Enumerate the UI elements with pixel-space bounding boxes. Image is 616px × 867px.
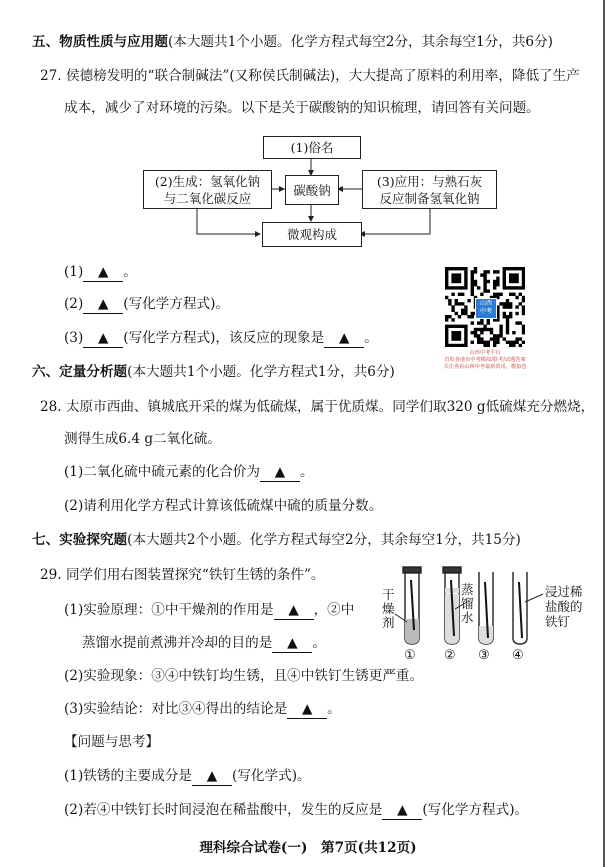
answer-blank[interactable]: ▲: [192, 767, 232, 786]
qr-caption-line3: 关注查看山西中考最新资讯、模拟卷: [443, 364, 527, 370]
figure-label-2a: 蒸: [461, 582, 474, 597]
figure-label-2: [461, 583, 474, 625]
q27-sub3-mid: (写化学方程式)，该反应的现象是: [123, 330, 325, 346]
q27-sub1-end: 。: [123, 264, 137, 280]
q29-think2-tail: (写化学方程式)。: [422, 802, 529, 818]
q27-line1: 27. 侯德榜发明的“联合制碱法”(又称侯氏制碱法)，大大提高了原料的利用率，降低了生产: [40, 68, 580, 84]
page-footer: 理科综合试卷(一) 第7页(共12页): [199, 840, 417, 856]
q29-think1: [64, 767, 311, 786]
q29-conclusion: [64, 700, 341, 719]
answer-blank[interactable]: ▲: [324, 329, 364, 348]
figure-label-1a: 干: [382, 587, 395, 602]
diagram-bottom-label: 微观构成: [286, 227, 337, 242]
diagram-left-line2: 与二氧化碳反应: [163, 190, 252, 206]
figure-label-4a: 浸过稀: [545, 584, 583, 599]
diagram-box-center: [285, 175, 339, 205]
q28-sub1-end: 。: [299, 464, 314, 480]
q28-sub2: (2)请利用化学方程式计算该低硫煤中硫的质量分数。: [64, 498, 383, 514]
q27-sub3-label: (3): [64, 330, 84, 346]
q29-principle-a: [64, 601, 354, 620]
q29-think-title: 【问题与思考】: [64, 734, 160, 750]
q29-phenomenon: (2)实验现象：③④中铁钉均生锈，且④中铁钉生锈更严重。: [64, 668, 424, 684]
q27-sub2: [64, 295, 229, 314]
answer-blank[interactable]: ▲: [83, 263, 123, 282]
answer-blank[interactable]: ▲: [260, 463, 300, 482]
section-5-desc: (本大题共1个小题。化学方程式每空2分，其余每空1分，共6分): [167, 34, 553, 50]
q27-line2: 成本，减少了对环境的污染。以下是关于碳酸钠的知识梳理，请回答有关问题。: [64, 100, 540, 116]
answer-blank[interactable]: ▲: [83, 295, 123, 314]
figure-num-4: ④: [512, 648, 524, 663]
figure-label-4b: 盐酸的: [545, 599, 583, 614]
answer-blank[interactable]: ▲: [382, 801, 422, 820]
section-6-title: 六、定量分析题: [32, 364, 128, 380]
q27-sub3: [64, 329, 378, 348]
qr-badge-line1: 山西: [479, 300, 492, 307]
q27-diagram-lines: [0, 0, 616, 260]
diagram-left-line1: (2)生成：氢氧化钠: [154, 173, 261, 189]
q29-think2: [64, 801, 528, 820]
diagram-top-label: (1)俗名: [290, 140, 334, 155]
q29-principle-c: [82, 634, 326, 653]
section-6-desc: (本大题共1个小题。化学方程式1分，共6分): [127, 364, 395, 380]
q27-sub3-end: 。: [364, 330, 378, 346]
figure-label-2c: 水: [461, 610, 474, 625]
section-6-heading: [32, 363, 395, 381]
q27-sub2-tail: (写化学方程式)。: [123, 296, 230, 312]
figure-label-1b: 燥: [382, 601, 395, 616]
q29-principle-b-text: ，②中: [313, 602, 355, 618]
section-7-heading: [32, 531, 521, 549]
figure-num-2: ②: [444, 648, 456, 663]
q27-sub2-label: (2): [64, 296, 84, 312]
qr-badge: [475, 298, 497, 319]
qr-caption-line1: 山西中考平台: [469, 350, 501, 356]
q28-sub1-label: (1)二氧化硫中硫元素的化合价为: [64, 464, 260, 480]
q29-think1-tail: (写化学式)。: [232, 768, 311, 784]
q29-principle-end: 。: [312, 635, 326, 651]
q29-principle-c-text: 蒸馏水提前煮沸并冷却的目的是: [82, 635, 273, 651]
figure-label-1: [382, 588, 395, 630]
qr-caption-line2: 首发各地市中考模拟/联考/试题答案: [444, 357, 526, 363]
figure-label-2b: 馏: [461, 596, 474, 611]
q28-sub1: [64, 463, 314, 482]
q27-sub1-label: (1): [64, 264, 84, 280]
q29-think1-text: (1)铁锈的主要成分是: [64, 768, 193, 784]
q27-sub1: [64, 263, 137, 282]
figure-label-4c: 铁钉: [545, 614, 571, 629]
q29-conclusion-end: 。: [327, 701, 341, 717]
figure-num-3: ③: [478, 648, 490, 663]
diagram-box-left: [143, 170, 272, 209]
answer-blank[interactable]: ▲: [83, 329, 123, 348]
answer-blank[interactable]: ▲: [272, 634, 312, 653]
answer-blank[interactable]: ▲: [274, 601, 314, 620]
q29-line1: 29. 同学们用右图装置探究“铁钉生锈的条件”。: [40, 567, 325, 583]
qr-badge-line2: 中考: [479, 308, 492, 315]
diagram-center-label: 碳酸钠: [293, 182, 331, 198]
diagram-box-top: [263, 136, 361, 159]
q29-think2-text: (2)若④中铁钉长时间浸泡在稀盐酸中，发生的反应是: [64, 802, 383, 818]
qr-caption: [430, 350, 540, 371]
figure-num-1: ①: [404, 648, 416, 663]
answer-blank[interactable]: ▲: [287, 700, 327, 719]
q29-conclusion-text: (3)实验结论：对比③④得出的结论是: [64, 701, 288, 717]
figure-label-1c: 剂: [382, 615, 395, 630]
figure-label-4: [545, 584, 583, 629]
diagram-box-bottom: [262, 222, 362, 247]
section-7-title: 七、实验探究题: [32, 532, 128, 548]
diagram-box-right: [362, 170, 497, 209]
diagram-right-line1: (3)应用：与熟石灰: [376, 173, 483, 189]
diagram-right-line2: 反应制备氢氧化钠: [379, 190, 480, 206]
q29-principle-a-text: (1)实验原理：①中干燥剂的作用是: [64, 602, 274, 618]
q28-line1: 28. 太原市西曲、镇城底开采的煤为低硫煤，属于优质煤。同学们取320 g低硫煤充分燃烧，: [40, 399, 595, 415]
q28-line2: 测得生成6.4 g二氧化硫。: [64, 431, 221, 447]
section-7-desc: (本大题共2个小题。化学方程式每空2分，其余每空1分，共15分): [127, 532, 521, 548]
section-5-title: 五、物质性质与应用题: [32, 34, 168, 50]
